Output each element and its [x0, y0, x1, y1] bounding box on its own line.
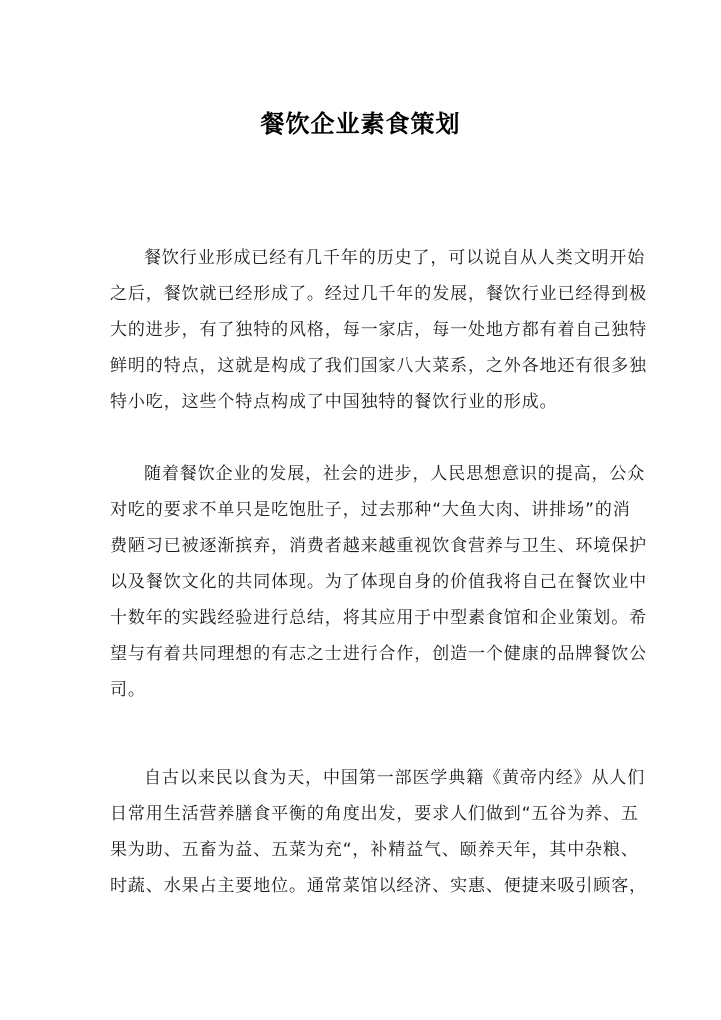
text-line: 自古以来民以食为天，中国第一部医学典籍《黄帝内经》从人们	[144, 768, 646, 788]
text-line: 特小吃，这些个特点构成了中国独特的餐饮行业的形成。	[110, 392, 558, 412]
paragraph-2	[110, 456, 647, 708]
text-line: 司。	[110, 680, 146, 700]
paragraph-1	[110, 240, 647, 420]
paragraph-3	[110, 760, 647, 904]
text-line: 以及餐饮文化的共同体现。为了体现自身的价值我将自己在餐饮业中	[110, 572, 647, 592]
text-line: 鲜明的特点，这就是构成了我们国家八大菜系，之外各地还有很多独	[110, 356, 647, 376]
text-line: 之后，餐饮就已经形成了。经过几千年的发展，餐饮行业已经得到极	[110, 284, 647, 304]
text-line: 费陋习已被逐渐摈弃，消费者越来越重视饮食营养与卫生、环境保护	[110, 536, 647, 556]
text-line: 望与有着共同理想的有志之士进行合作，创造一个健康的品牌餐饮公	[110, 644, 647, 664]
text-line: 随着餐饮企业的发展，社会的进步，人民思想意识的提高，公众	[144, 464, 646, 484]
text-line: 十数年的实践经验进行总结，将其应用于中型素食馆和企业策划。希	[110, 608, 647, 628]
text-line: 对吃的要求不单只是吃饱肚子，过去那种“大鱼大肉、讲排场”的消	[110, 500, 631, 520]
text-line: 大的进步，有了独特的风格，每一家店，每一处地方都有着自己独特	[110, 320, 647, 340]
text-line: 餐饮行业形成已经有几千年的历史了，可以说自从人类文明开始	[144, 248, 646, 268]
document-title: 餐饮企业素食策划	[260, 109, 461, 139]
text-line: 果为助、五畜为益、五菜为充“，补精益气、颐养天年，其中杂粮、	[110, 840, 639, 860]
text-line: 日常用生活营养膳食平衡的角度出发，要求人们做到“五谷为养、五	[110, 804, 639, 824]
text-line: 时蔬、水果占主要地位。通常菜馆以经济、实惠、便捷来吸引顾客，	[110, 876, 647, 896]
